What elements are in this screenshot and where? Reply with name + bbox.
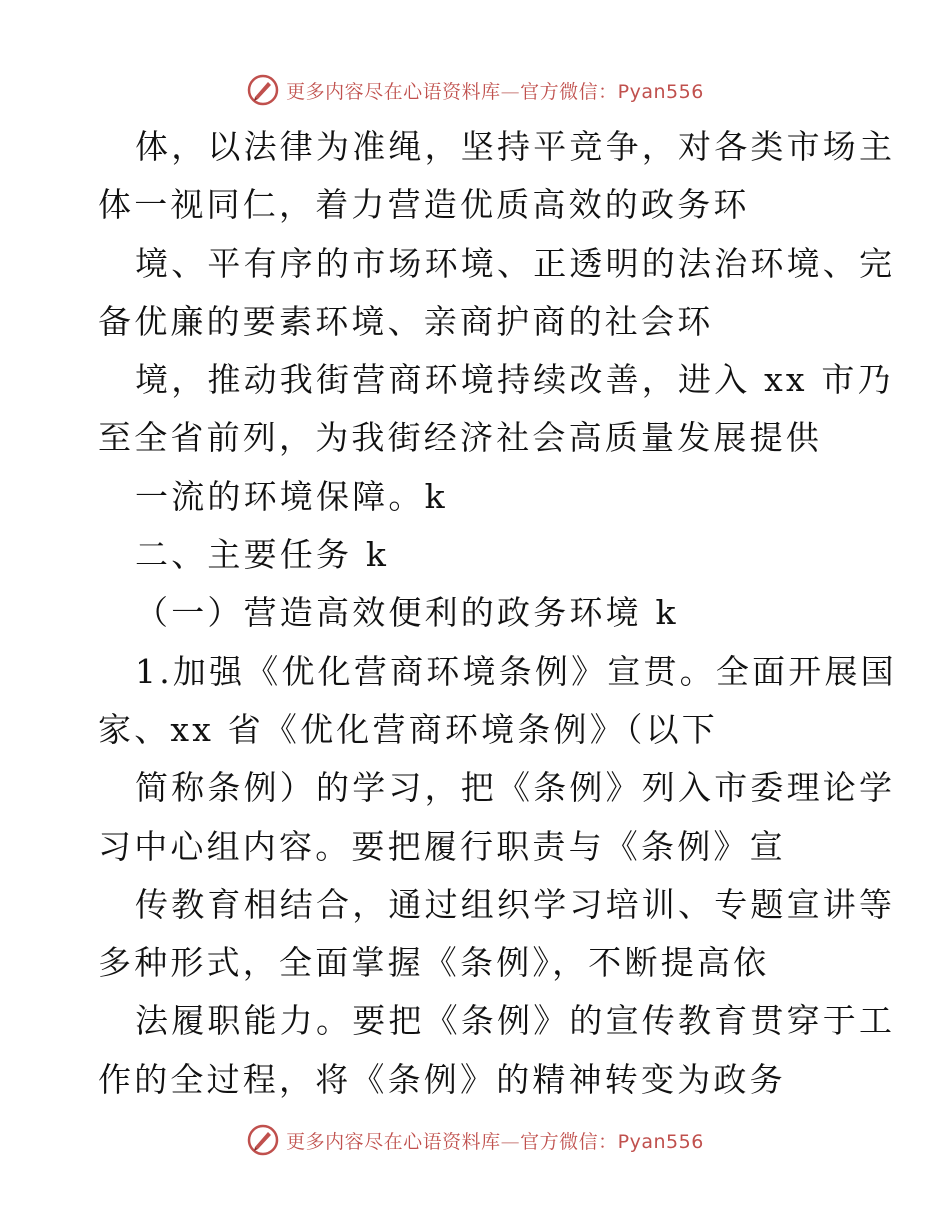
body-text-line: 境，推动我街营商环境持续改善，进入 xx 市乃: [135, 360, 894, 400]
header-banner-text: [286, 77, 704, 104]
body-text-line: 一流的环境保障。k: [135, 476, 448, 516]
body-text-line: 备优廉的要素环境、亲商护商的社会环: [98, 301, 714, 341]
footer-banner-suffix: 官方微信：Pyan556: [520, 1130, 704, 1153]
body-text-line: 二、主要任务 k: [135, 535, 390, 575]
footer-banner: [0, 1120, 950, 1160]
pen-swirl-logo-icon: [246, 1123, 280, 1157]
body-text-line: （一）营造高效便利的政务环境 k: [135, 593, 679, 633]
footer-banner-text: [286, 1127, 704, 1154]
body-text-line: 1.加强《优化营商环境条例》宣贯。全面开展国: [135, 651, 897, 691]
header-banner-title: 更多内容尽在心语资料库: [286, 80, 501, 103]
body-text-line: 法履职能力。要把《条例》的宣传教育贯穿于工: [135, 1001, 896, 1041]
body-text-line: 多种形式，全面掌握《条例》，不断提高依: [98, 943, 770, 983]
footer-banner-title: 更多内容尽在心语资料库: [286, 1130, 501, 1153]
header-banner: [0, 70, 950, 110]
body-text-line: 简称条例）的学习，把《条例》列入市委理论学: [135, 768, 896, 808]
body-text-line: 习中心组内容。要把履行职责与《条例》宣: [98, 826, 786, 866]
body-text-line: 家、xx 省《优化营商环境条例》（以下: [98, 709, 719, 749]
footer-banner-separator: —: [500, 1130, 521, 1153]
header-banner-separator: —: [500, 80, 521, 103]
document-body: [98, 118, 897, 1109]
body-text-line: 境、平有序的市场环境、正透明的法治环境、完: [135, 243, 896, 283]
body-text-line: 作的全过程，将《条例》的精神转变为政务: [98, 1059, 786, 1099]
body-text-line: 体，以法律为准绳，坚持平竞争，对各类市场主: [135, 127, 896, 166]
body-text-line: 传教育相结合，通过组织学习培训、专题宣讲等: [135, 884, 896, 924]
body-text-line: 体一视同仁，着力营造优质高效的政务环: [98, 185, 750, 225]
body-text-line: 至全省前列，为我街经济社会高质量发展提供: [98, 418, 822, 458]
header-banner-suffix: 官方微信：Pyan556: [520, 80, 704, 103]
pen-swirl-logo-icon: [246, 73, 280, 107]
